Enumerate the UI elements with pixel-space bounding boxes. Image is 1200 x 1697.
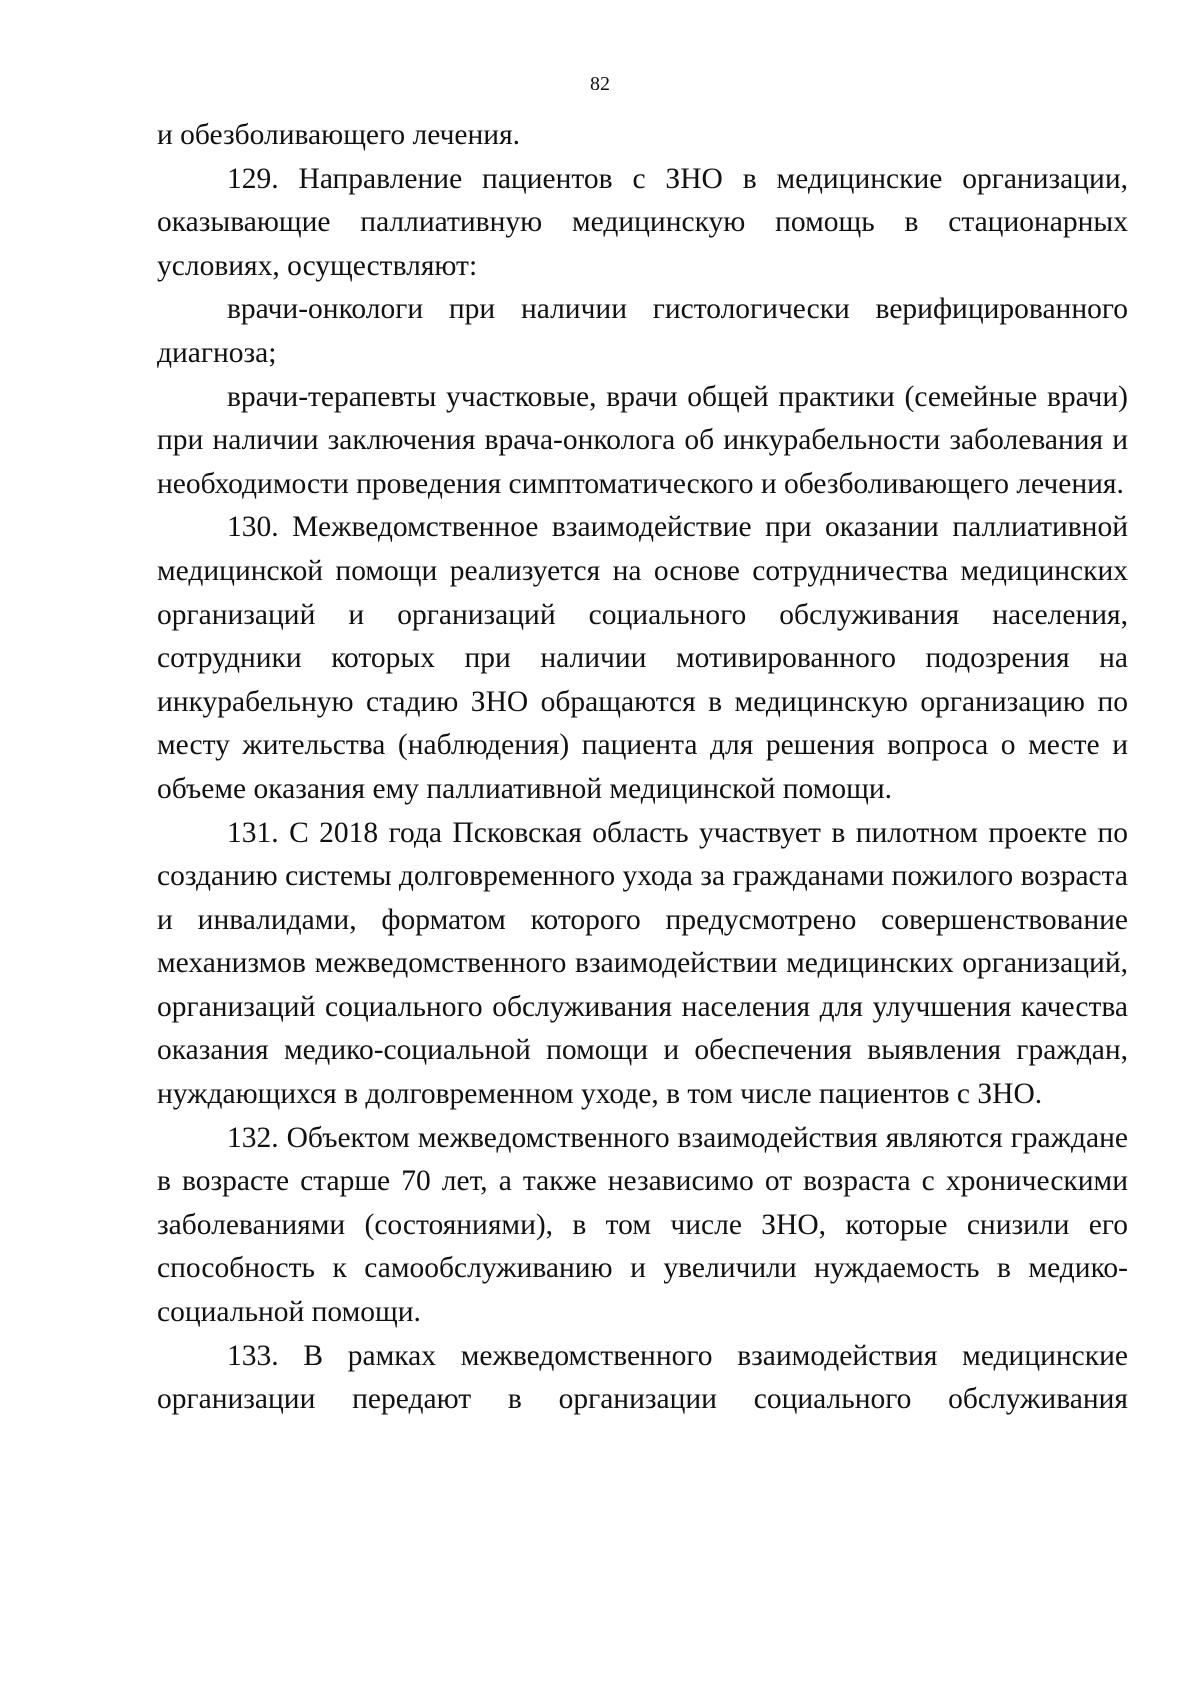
page-number: 82: [590, 73, 610, 95]
paragraph-continuation: и обезболивающего лечения.: [157, 119, 521, 151]
paragraph-129: 129. Направление пациентов с ЗНО в медицинские организации, оказывающие паллиативную медицинскую помощь в стационарных условиях, осуществляют:: [157, 162, 1128, 282]
document-body: [157, 114, 1128, 1422]
paragraph-130: 130. Межведомственное взаимодействие при оказании паллиативной медицинской помощи реализуется на основе сотрудничества медицинских организаций и организаций социального обслуживания населения, сотрудники которых при наличии мотивированного подозрения на инкурабельную стадию ЗНО обращаются в медицинскую организацию по месту жительства (наблюдения) пациента для решения вопроса о месте и объеме оказания ему паллиативной медицинской помощи.: [157, 511, 1128, 805]
paragraph-131: 131. С 2018 года Псковская область участвует в пилотном проекте по созданию системы долговременного ухода за гражданами пожилого возраста и инвалидами, форматом которого предусмотрено совершенствование механизмов межведомственного взаимодействии медицинских организаций, организаций социального обслуживания населения для улучшения качества оказания медико-социальной помощи и обеспечения выявления граждан, нуждающихся в долговременном уходе, в том числе пациентов с ЗНО.: [157, 816, 1128, 1111]
paragraph-133: 133. В рамках межведомственного взаимодействия медицинские организации передают в организации социального обслуживания: [157, 1339, 1128, 1416]
paragraph-therapists: врачи-терапевты участковые, врачи общей практики (семейные врачи) при наличии заключения врача-онколога об инкурабельности заболевания и необходимости проведения симптоматического и обезболивающего лечения.: [157, 380, 1128, 500]
paragraph-oncologists: врачи-онкологи при наличии гистологически верифицированного диагноза;: [157, 293, 1128, 369]
paragraph-132: 132. Объектом межведомственного взаимодействия являются граждане в возрасте старше 70 лет, а также независимо от возраста с хроническими заболеваниями (состояниями), в том числе ЗНО, которые снизили его способность к самообслуживанию и увеличили нуждаемость в медико-социальной помощи.: [157, 1121, 1128, 1329]
